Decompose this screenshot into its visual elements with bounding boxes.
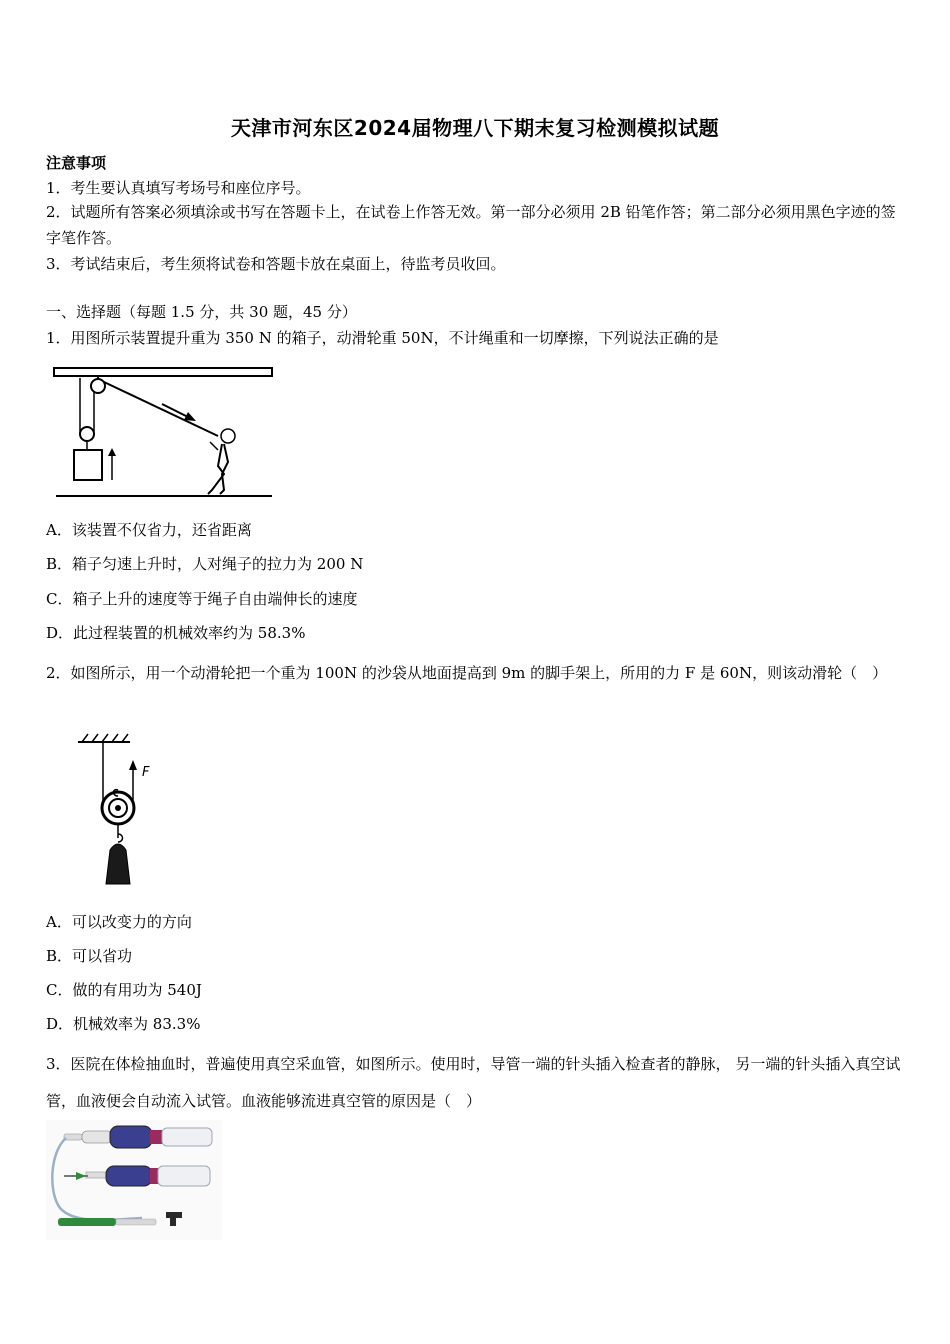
question-1-stem: 1．用图所示装置提升重为 350 N 的箱子，动滑轮重 50N，不计绳重和一切摩擦，下列说法正确的是 — [46, 329, 719, 347]
vacuum-blood-tube-figure — [46, 1120, 222, 1240]
question-2-stem: 2．如图所示，用一个动滑轮把一个重为 100N 的沙袋从地面提高到 9m 的脚手架上，所用的力 F 是 60N，则该动滑轮（ ） — [46, 664, 888, 682]
question-2-option-a: A．可以改变力的方向 — [46, 913, 192, 931]
question-1-option-b: B．箱子匀速上升时，人对绳子的拉力为 200 N — [46, 555, 364, 573]
question-1-option-a: A．该装置不仅省力，还省距离 — [46, 521, 252, 539]
question-1-option-c: C．箱子上升的速度等于绳子自由端伸长的速度 — [46, 590, 358, 608]
exam-title: 天津市河东区2024届物理八下期末复习检测模拟试题 — [230, 116, 720, 140]
question-1-option-d: D．此过程装置的机械效率约为 58.3% — [46, 624, 306, 642]
movable-pulley-figure — [72, 730, 162, 890]
question-2-option-c: C．做的有用功为 540J — [46, 981, 202, 999]
notice-heading: 注意事项 — [46, 154, 107, 172]
notice-item-2: 2．试题所有答案必须填涂或书写在答题卡上，在试卷上作答无效。第一部分必须用 2B 铅笔作答；第二部分必须用黑色字迹的签字笔作答。 — [46, 203, 896, 247]
question-3-stem: 3．医院在体检抽血时，普遍使用真空采血管，如图所示。使用时，导管一端的针头插入检查者的静脉， 另一端的针头插入真空试管，血液便会自动流入试管。血液能够流进真空管的原因是（ ） — [46, 1055, 901, 1110]
notice-item-3: 3．考试结束后，考生须将试卷和答题卡放在桌面上，待监考员收回。 — [46, 255, 506, 273]
question-2-option-d: D．机械效率为 83.3% — [46, 1015, 201, 1033]
question-2-option-b: B．可以省功 — [46, 947, 133, 965]
notice-item-1: 1．考生要认真填写考场号和座位序号。 — [46, 179, 311, 197]
pulley-system-figure — [52, 362, 276, 502]
section-heading: 一、选择题（每题 1.5 分，共 30 题，45 分） — [46, 303, 357, 321]
force-label: F — [142, 765, 150, 780]
